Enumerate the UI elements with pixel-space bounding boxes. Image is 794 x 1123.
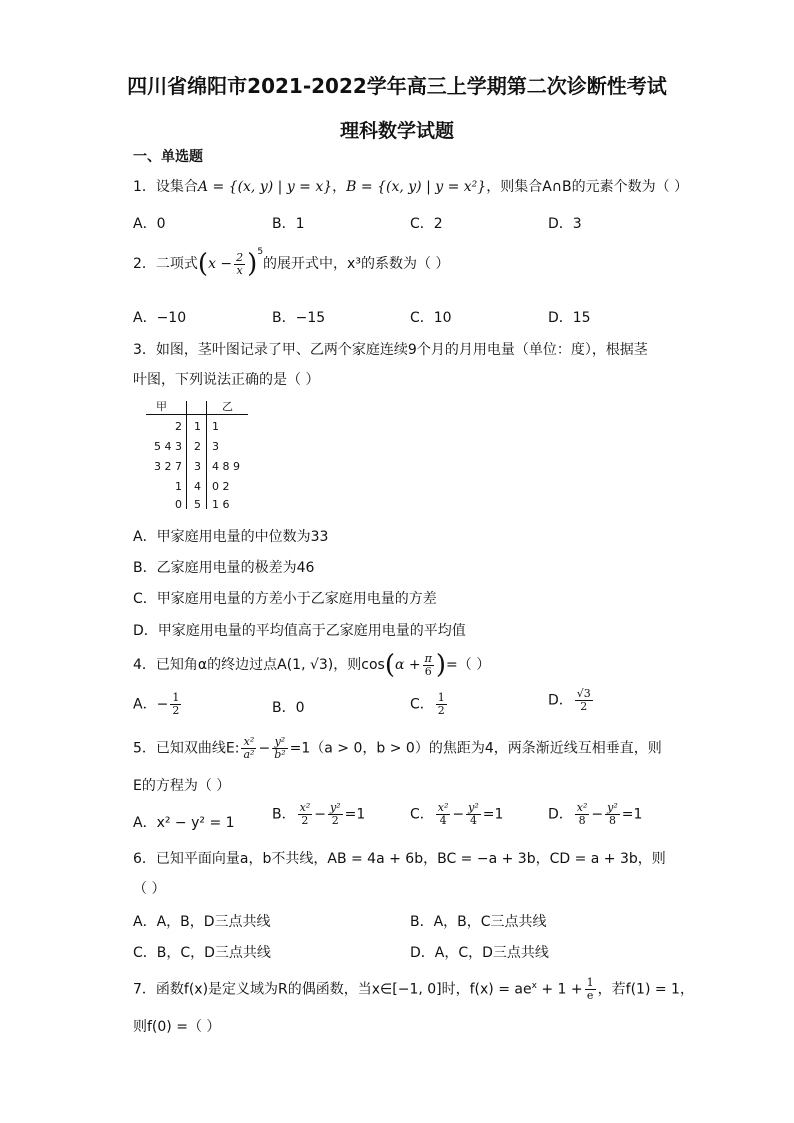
question-1-option-d[interactable]: D．3 [548, 216, 582, 232]
question-4-option-a[interactable]: A．− $\frac{1}{2}$ [133, 691, 180, 717]
stem-leaf-left-leaves: 5 4 3 [154, 440, 182, 453]
exam-title: 四川省绵阳市2021-2022学年高三上学期第二次诊断性考试 [127, 74, 667, 98]
question-3-option-d[interactable]: D．甲家庭用电量的平均值高于乙家庭用电量的平均值 [133, 623, 466, 639]
question-1-stem: 1．设集合A = {(x, y) | y = x}，B = {(x, y) | y = x²}，则集合A∩B的元素个数为（ ） [133, 179, 689, 195]
question-1-option-b[interactable]: B．1 [272, 216, 305, 232]
stem-leaf-right-leaves: 3 [212, 440, 219, 453]
question-4-option-c[interactable]: C． $\frac{1}{2}$ [410, 691, 445, 717]
stem-leaf-left-leaves: 3 2 7 [154, 460, 182, 473]
section-heading: 一、单选题 [133, 149, 203, 165]
question-2-option-c[interactable]: C．10 [410, 310, 452, 326]
question-5-option-c[interactable]: C． $\frac{\text{x²}}{4}$ − $\frac{\text{y²}}{4}$ =1 [410, 801, 504, 827]
stem-leaf-left-leaves: 1 [175, 480, 182, 493]
binomial-fraction: $\frac{2}{x}$ [236, 250, 244, 277]
question-6-option-c[interactable]: C．B，C，D三点共线 [133, 945, 271, 961]
question-3-option-c[interactable]: C．甲家庭用电量的方差小于乙家庭用电量的方差 [133, 591, 437, 607]
question-2-option-b[interactable]: B．−15 [272, 310, 326, 326]
question-6-stem: 6．已知平面向量a，b不共线，AB = 4a + 6b，BC = −a + 3b，CD = a + 3b，则 [133, 851, 666, 867]
stem-leaf-right-header: 乙 [222, 400, 233, 413]
question-7-stem: 7．函数f(x)是定义域为R的偶函数，当x∈[−1, 0]时，$f(x) = ae^x + 1$ + $\frac{1}{e}$ ，若f(1) = 1， [133, 976, 694, 1002]
question-3-stem-line1: 3．如图，茎叶图记录了甲、乙两个家庭连续9个月的月用电量（单位：度），根据茎 [133, 342, 648, 358]
stem-leaf-stem: 3 [194, 460, 201, 473]
stem-leaf-stem: 1 [194, 420, 201, 433]
stem-leaf-plot [146, 398, 256, 510]
angle-fraction: $\frac{\pi}{6}$ [424, 651, 432, 678]
question-1-option-a[interactable]: A．0 [133, 216, 166, 232]
question-6-option-a[interactable]: A．A，B，D三点共线 [133, 914, 271, 930]
stem-leaf-stem: 4 [194, 480, 201, 493]
question-5-stem-line2: E的方程为（ ） [133, 778, 231, 794]
question-1-option-c[interactable]: C．2 [410, 216, 443, 232]
question-5-option-d[interactable]: D． $\frac{\text{x²}}{8}$ − $\frac{\text{y²}}{8}$ =1 [548, 801, 643, 827]
question-5-option-b[interactable]: B． $\frac{\text{x²}}{2}$ − $\frac{\text{y²}}{2}$ =1 [272, 801, 366, 827]
question-4-option-d[interactable]: D． $\frac{√3}{2}$ [548, 687, 591, 713]
question-2-option-a[interactable]: A．−10 [133, 310, 187, 326]
question-2-stem: 2．二项式(x − $\frac{2}{x}$ )$^5$的展开式中，x³的系数为（ ） [133, 247, 450, 279]
question-6-option-d[interactable]: D．A，C，D三点共线 [410, 945, 549, 961]
question-3-option-a[interactable]: A．甲家庭用电量的中位数为33 [133, 529, 329, 545]
stem-leaf-right-leaves: 4 8 9 [212, 460, 240, 473]
question-7-stem-line2: 则f(0) =（ ） [133, 1019, 221, 1035]
question-4-stem: 4．已知角α的终边过点A(1, √3)，则cos(α + $\frac{\pi}{6}$ )=（ ） [133, 650, 491, 680]
question-5-stem: 5．已知双曲线E: $\frac{\text{x²}}{\text{a²}}$ − $\frac{\text{y²}}{\text{b²}}$ =1（a > 0，b > 0）的焦距为4，两条渐近线互相垂直，则 [133, 735, 662, 761]
question-3-option-b[interactable]: B．乙家庭用电量的极差为46 [133, 560, 315, 576]
question-5-option-a[interactable]: A．x² − y² = 1 [133, 815, 235, 831]
question-2-option-d[interactable]: D．15 [548, 310, 591, 326]
stem-leaf-stem: 2 [194, 440, 201, 453]
stem-leaf-right-leaves: 1 6 [212, 498, 230, 511]
stem-leaf-left-leaves: 2 [175, 420, 182, 433]
stem-leaf-left-header: 甲 [156, 400, 167, 413]
question-4-option-b[interactable]: B．0 [272, 700, 305, 716]
stem-leaf-stem: 5 [194, 498, 201, 511]
question-3-stem-line2: 叶图，下列说法正确的是（ ） [133, 372, 320, 388]
stem-leaf-right-leaves: 1 [212, 420, 219, 433]
stem-leaf-left-leaves: 0 [175, 498, 182, 511]
stem-leaf-right-leaves: 0 2 [212, 480, 230, 493]
question-6-option-b[interactable]: B．A，B，C三点共线 [410, 914, 547, 930]
exam-subtitle: 理科数学试题 [339, 120, 454, 142]
question-6-stem-line2: （ ） [133, 881, 166, 897]
